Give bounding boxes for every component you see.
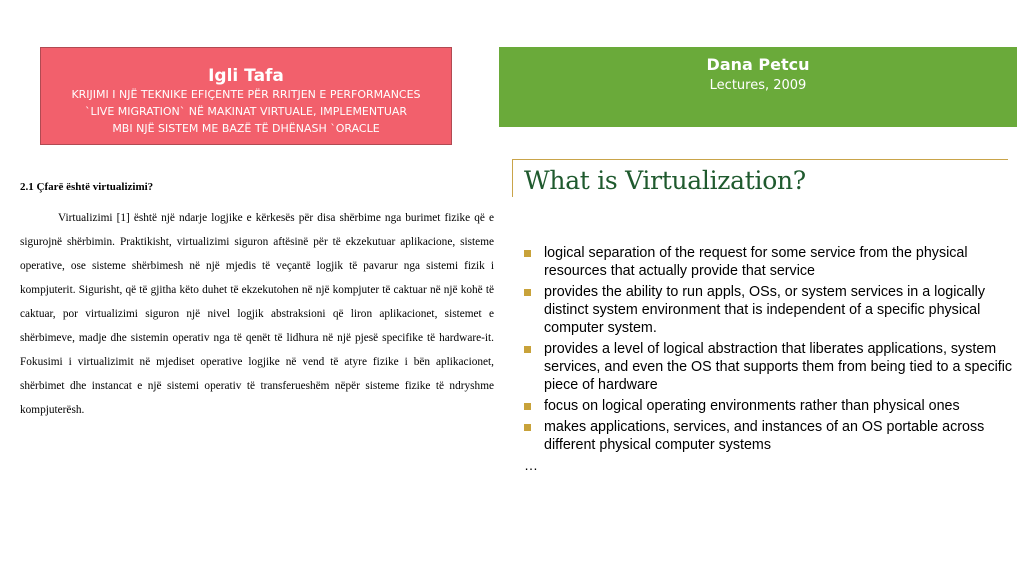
square-bullet-icon [524,403,531,410]
slide-ellipsis: … [524,457,538,473]
thesis-title-line-1: KRIJIMI I NJË TEKNIKE EFIÇENTE PËR RRITJEN E PERFORMANCES [71,88,421,101]
source-label: Lectures, 2009 [709,78,807,93]
bullet-text: focus on logical operating environments rather than physical ones [544,398,960,414]
square-bullet-icon [524,289,531,296]
bullet-text: provides a level of logical abstraction that liberates applications, system services, and even the OS that supports them from being tied to a specific piece of hardware [544,341,1013,393]
bullet-item [524,340,1022,394]
thesis-title-line-2: `LIVE MIGRATION` NË MAKINAT VIRTUALE, IMPLEMENTUAR [84,105,408,118]
slide-title: What is Virtualization? [524,166,806,195]
bullet-item [524,283,1022,337]
bullet-item [524,418,1022,454]
square-bullet-icon [524,346,531,353]
bullet-item [524,397,1022,415]
author-box-tafa [40,47,452,145]
bullet-item [524,244,1022,280]
square-bullet-icon [524,250,531,257]
document-section-heading: 2.1 Çfarë është virtualizimi? [20,181,154,193]
square-bullet-icon [524,424,531,431]
author-box-petcu [499,47,1017,127]
author-name: Igli Tafa [208,66,284,86]
slide-title-rule [512,159,1008,160]
bullet-text: provides the ability to run appls, OSs, or system services in a logically distinct system environment that is independent of a specific physical computer system. [544,284,986,336]
bullet-text: makes applications, services, and instances of an OS portable across different physical computer systems [544,419,985,453]
author-name: Dana Petcu [706,55,810,74]
slide-bullet-list [524,244,1022,457]
thesis-title-line-3: MBI NJË SISTEM ME BAZË TË DHËNASH `ORACLE [112,122,380,135]
document-paragraph: Virtualizimi [1] është një ndarje logjike e kërkesës për disa shërbime nga burimet fizike që e sigurojnë shërbimin. Praktikisht, virtualizimi siguron aftësinë për të ekzekutuar aplikacione, sisteme operative, ose sisteme shërbimesh në një mjedis të veçantë logjik të pavarur nga sistemi fizik i kompjuterit. Sigurisht, që të gjitha këto duhet të ekzekutohen në një kompjuter të caktuar në një kohë të caktuar, por virtualizimi siguron një nivel logjik abstraksioni që liron aplikacionet, sistemet e shërbimeve, madje dhe sistemin operativ nga të qenët të lidhura në një pjesë specifike të hardware-it. Fokusimi i virtualizimit në mjediset operative logjike në vend të atyre fizike i bën aplikacionet, shërbimet dhe instancat e një sistemi operativ të transferueshëm nëpër sisteme fizike të ndryshme kompjuterësh. [20,212,494,416]
bullet-text: logical separation of the request for some service from the physical resources that actually provide that service [544,245,968,279]
slide-title-rule-vertical [512,159,513,197]
